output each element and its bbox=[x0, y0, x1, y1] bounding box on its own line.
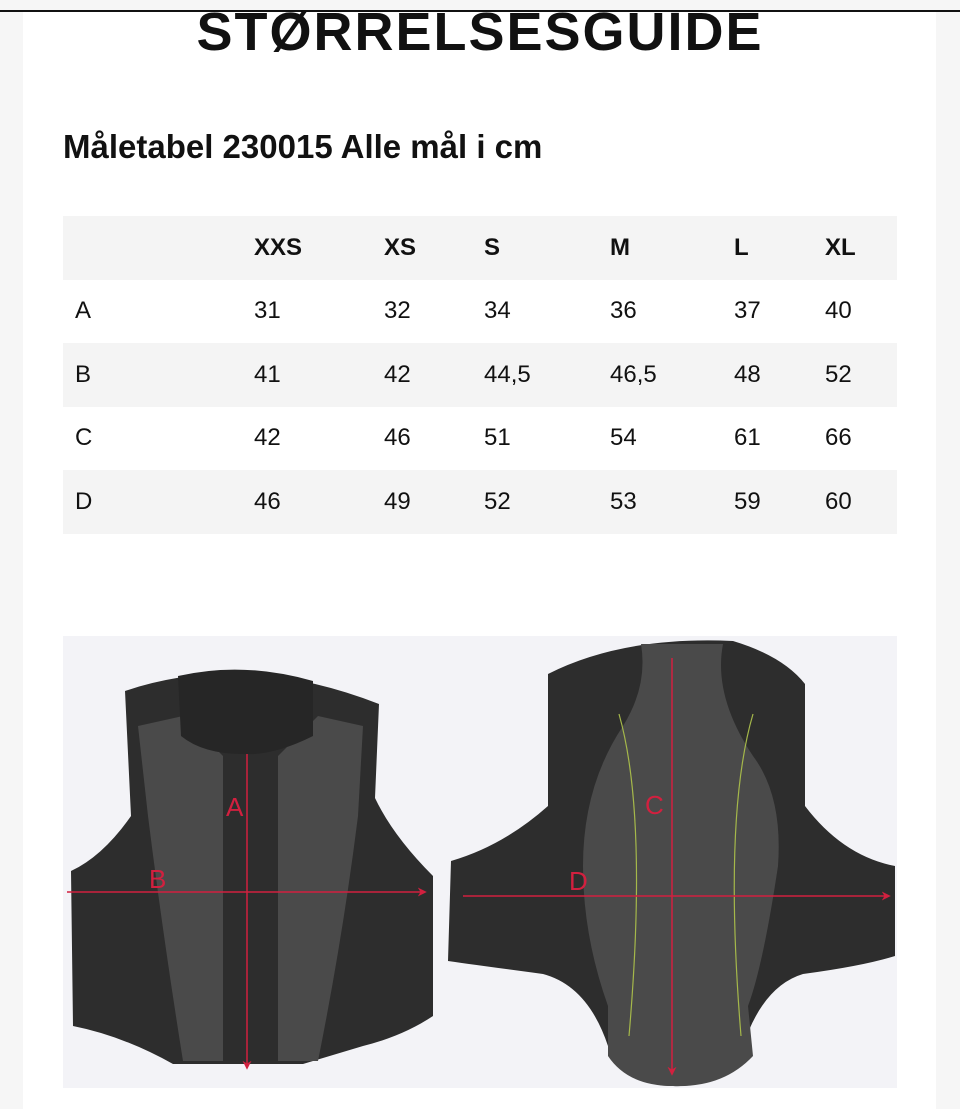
page-title: STØRRELSESGUIDE bbox=[196, 2, 764, 62]
table-cell: 37 bbox=[734, 297, 761, 325]
table-row bbox=[63, 470, 897, 534]
table-cell: 42 bbox=[384, 360, 411, 388]
row-label: D bbox=[75, 487, 93, 515]
table-cell: 52 bbox=[484, 487, 511, 515]
table-cell: 44,5 bbox=[484, 360, 531, 388]
label-d: D bbox=[569, 866, 588, 896]
table-cell: 31 bbox=[254, 297, 281, 325]
table-cell: 46 bbox=[384, 424, 411, 452]
header-cell: L bbox=[734, 233, 749, 261]
table-title: Måletabel 230015 Alle mål i cm bbox=[63, 128, 543, 165]
table-cell: 66 bbox=[825, 424, 852, 452]
header-cell: XS bbox=[384, 233, 417, 261]
header-cell: S bbox=[484, 233, 501, 261]
table-cell: 49 bbox=[384, 487, 411, 515]
table-cell: 48 bbox=[734, 360, 761, 388]
row-label: B bbox=[75, 360, 92, 388]
table-cell: 40 bbox=[825, 297, 852, 325]
table-cell: 61 bbox=[734, 424, 761, 452]
header-cell: XL bbox=[825, 233, 856, 261]
table-cell: 41 bbox=[254, 360, 281, 388]
vest-measurement-diagram bbox=[63, 636, 897, 1088]
table-cell: 53 bbox=[610, 487, 637, 515]
header-cell bbox=[63, 216, 254, 280]
table-cell: 60 bbox=[825, 487, 852, 515]
table-row bbox=[63, 343, 897, 407]
table-row bbox=[63, 407, 897, 471]
vest-illustration bbox=[63, 636, 897, 1088]
table-cell: 36 bbox=[610, 297, 637, 325]
label-c: C bbox=[645, 790, 664, 820]
table-cell: 42 bbox=[254, 424, 281, 452]
table-cell: 32 bbox=[384, 297, 411, 325]
table-cell: 54 bbox=[610, 424, 637, 452]
front-vest-collar bbox=[178, 670, 313, 755]
header-cell: XXS bbox=[254, 233, 303, 261]
header-cell: M bbox=[610, 233, 630, 261]
label-a: A bbox=[226, 792, 244, 822]
row-label: C bbox=[75, 424, 93, 452]
table-cell: 34 bbox=[484, 297, 511, 325]
table-cell: 52 bbox=[825, 360, 852, 388]
label-b: B bbox=[149, 864, 167, 894]
table-cell: 59 bbox=[734, 487, 761, 515]
table-cell: 46,5 bbox=[610, 360, 657, 388]
table-header-row bbox=[63, 216, 897, 280]
row-label: A bbox=[75, 297, 92, 325]
size-table bbox=[63, 216, 897, 534]
table-cell: 51 bbox=[484, 424, 511, 452]
table-row bbox=[63, 280, 897, 344]
table-cell: 46 bbox=[254, 487, 281, 515]
